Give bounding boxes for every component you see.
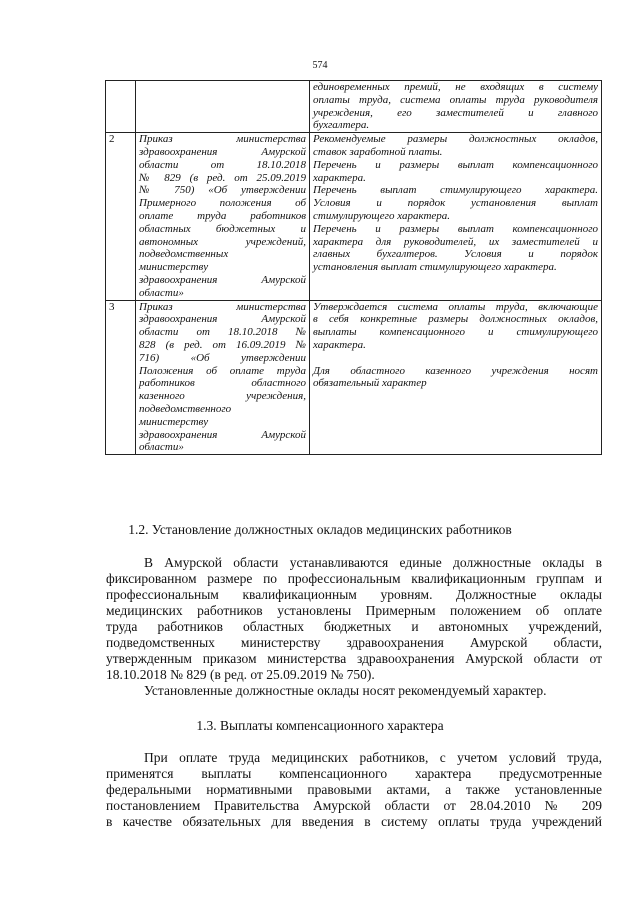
paragraph-line: В Амурской области устанавливаются единые должностные оклады в: [144, 555, 602, 570]
paragraph-line: Установленные должностные оклады носят рекомендуемый характер.: [144, 683, 547, 698]
act-line: Примерного положения об: [139, 197, 306, 210]
paragraph-line: в качестве обязательных для введения в систему оплаты труда учреждений: [106, 814, 602, 829]
content-cell: [310, 300, 602, 455]
content-line: Перечень и размеры выплат компенсационного: [313, 158, 598, 171]
content-line: характера.: [313, 338, 366, 351]
content-line: стимулирующего характера.: [313, 209, 451, 222]
content-line: Перечень и размеры выплат компенсационного: [313, 222, 598, 235]
act-line: министерству: [139, 261, 209, 274]
content-line: в себя конкретные размеры должностных окладов,: [313, 313, 598, 326]
paragraph-line: труда работников областных бюджетных и автономных учреждений,: [106, 619, 602, 634]
act-cell: [136, 81, 310, 133]
act-line: Положения об оплате труда: [139, 364, 306, 377]
content-cell: [310, 81, 602, 133]
content-line: Перечень выплат стимулирующего характера.: [313, 184, 598, 197]
row-number: 2: [106, 133, 136, 300]
content-line: обязательный характер: [313, 377, 427, 390]
paragraph-line: применятся выплаты компенсационного характера предусмотренные: [106, 766, 602, 781]
act-line: 716) «Об утверждении: [139, 351, 306, 364]
section-1-2-paragraph: [106, 555, 602, 699]
table-row: [106, 133, 602, 300]
act-line: здравоохранения Амурской: [139, 273, 306, 286]
content-cell: [310, 133, 602, 300]
act-line: 828 (в ред. от 16.09.2019 №: [139, 338, 306, 351]
paragraph-line: фиксированном размере по профессиональным квалификационным группам и: [106, 571, 602, 586]
content-line: выплаты компенсационного и стимулирующего: [313, 326, 598, 339]
content-line: оплаты труда, система оплаты труда руководителя: [313, 93, 598, 106]
act-line: подведомственных: [139, 248, 229, 261]
content-line: бухгалтера.: [313, 119, 370, 132]
paragraph-line: При оплате труда медицинских работников, с учетом условий труда,: [144, 750, 602, 765]
content-line: Утверждается система оплаты труда, включающие: [313, 300, 598, 313]
paragraph-line: федеральными нормативными правовыми актами, а также установленные: [106, 782, 602, 797]
row-number: [106, 81, 136, 133]
content-line: единовременных премий, не входящих в систему: [313, 81, 598, 93]
paragraph-line: постановлением Правительства Амурской области от 28.04.2010 № 209: [106, 798, 602, 813]
content-line: Условия и порядок установления выплат: [313, 197, 598, 210]
paragraph-line: утвержденным приказом министерства здравоохранения Амурской области от: [106, 651, 602, 666]
paragraph-line: медицинских работников установлены Примерным положением об оплате: [106, 603, 602, 618]
act-line: здравоохранения Амурской: [139, 428, 306, 441]
act-cell: [136, 133, 310, 300]
act-line: подведомственного: [139, 402, 232, 415]
section-1-3-paragraph: [106, 750, 602, 830]
act-line: области от 18.10.2018 №: [139, 326, 306, 339]
content-line: характера для руководителей, их заместителей и: [313, 235, 598, 248]
table-row: [106, 81, 602, 133]
row-number: 3: [106, 300, 136, 455]
act-line: здравоохранения Амурской: [139, 313, 306, 326]
act-line: здравоохранения Амурской: [139, 145, 306, 158]
act-line: № 750) «Об утверждении: [139, 184, 306, 197]
act-line: оплате труда работников: [139, 209, 306, 222]
content-line: главных бухгалтеров. Условия и порядок: [313, 248, 598, 261]
content-line: ставок заработной платы.: [313, 145, 443, 158]
act-line: Приказ министерства: [139, 300, 306, 313]
section-1-3-heading: 1.3. Выплаты компенсационного характера: [196, 718, 444, 733]
paragraph-line: профессиональным квалификационным уровням. Должностные оклады: [106, 587, 602, 602]
paragraph-line: подведомственных министерству здравоохранения Амурской области,: [106, 635, 602, 650]
acts-table: [105, 80, 602, 455]
content-line: установления выплат стимулирующего характера.: [313, 261, 557, 274]
act-line: министерству: [139, 415, 209, 428]
content-line: учреждения, его заместителей и главного: [313, 106, 598, 119]
act-line: № 829 (в ред. от 25.09.2019: [139, 171, 306, 184]
act-line: области от 18.10.2018: [139, 158, 306, 171]
content-line: Для областного казенного учреждения носят: [313, 364, 598, 377]
act-cell: [136, 300, 310, 455]
content-line: характера.: [313, 171, 366, 184]
act-line: автономных учреждений,: [139, 235, 306, 248]
table-row: [106, 300, 602, 455]
section-1-2-heading: 1.2. Установление должностных окладов медицинских работников: [128, 522, 512, 537]
act-line: казенного учреждения,: [139, 390, 306, 403]
content-line: Рекомендуемые размеры должностных окладов,: [313, 133, 598, 146]
act-line: работников областного: [139, 377, 306, 390]
page-number: 574: [312, 60, 328, 71]
act-line: области»: [139, 441, 184, 454]
content-line: [313, 352, 598, 365]
act-line: Приказ министерства: [139, 133, 306, 146]
paragraph-line: 18.10.2018 № 829 (в ред. от 25.09.2019 № 750).: [106, 667, 375, 682]
act-line: области»: [139, 286, 184, 299]
act-line: областных бюджетных и: [139, 222, 306, 235]
